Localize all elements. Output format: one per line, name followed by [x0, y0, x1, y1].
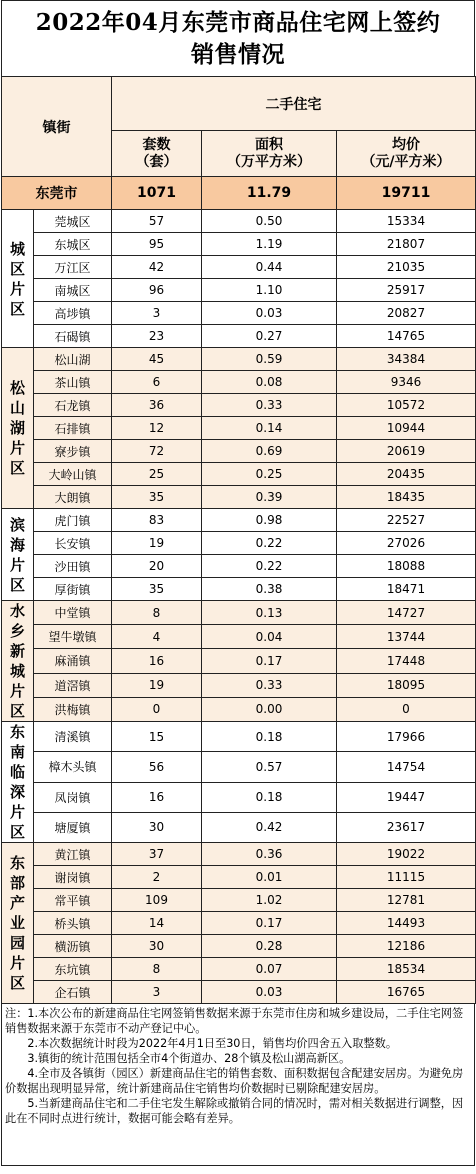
district-name: 水 乡 新 城 片 区 — [2, 601, 34, 722]
footnote-item: 5.当新建商品住宅和二手住宅发生解除或撤销合同的情况时，需对相关数据进行调整，因此在不同时点进行统计，数据可能会略有差异。 — [5, 1097, 464, 1125]
town-name: 莞城区 — [34, 210, 112, 233]
footnote-item: 3.镇街的统计范围包括全市4个街道办、28个镇及松山湖高新区。 — [5, 1052, 351, 1065]
total-area: 11.79 — [202, 177, 337, 210]
town-name: 虎门镇 — [34, 509, 112, 532]
table-row — [2, 532, 476, 555]
area-cell: 0.22 — [202, 555, 337, 578]
area-cell: 0.17 — [202, 649, 337, 673]
units-cell: 109 — [112, 889, 202, 912]
area-cell: 0.04 — [202, 625, 337, 649]
area-cell: 0.22 — [202, 532, 337, 555]
area-cell: 1.19 — [202, 233, 337, 256]
units-cell: 23 — [112, 325, 202, 348]
area-cell: 0.44 — [202, 256, 337, 279]
units-cell: 8 — [112, 601, 202, 625]
price-cell: 10572 — [337, 394, 476, 417]
price-cell: 23617 — [337, 812, 476, 842]
district-name: 滨 海 片 区 — [2, 509, 34, 601]
table-row — [2, 752, 476, 782]
town-name: 横沥镇 — [34, 935, 112, 958]
area-cell: 0.50 — [202, 210, 337, 233]
table-row — [2, 722, 476, 752]
table-row — [2, 912, 476, 935]
header-units: 套数 （套） — [112, 131, 202, 177]
price-cell: 14754 — [337, 752, 476, 782]
units-cell: 2 — [112, 866, 202, 889]
price-cell: 19447 — [337, 782, 476, 812]
price-cell: 20619 — [337, 440, 476, 463]
units-cell: 12 — [112, 417, 202, 440]
units-cell: 45 — [112, 348, 202, 371]
units-cell: 30 — [112, 812, 202, 842]
units-cell: 14 — [112, 912, 202, 935]
table-row — [2, 673, 476, 697]
units-cell: 35 — [112, 578, 202, 601]
district-name: 松 山 湖 片 区 — [2, 348, 34, 509]
table-row — [2, 371, 476, 394]
sales-table — [1, 76, 476, 1004]
price-cell: 20435 — [337, 463, 476, 486]
units-cell: 42 — [112, 256, 202, 279]
table-row — [2, 649, 476, 673]
town-name: 东城区 — [34, 233, 112, 256]
area-cell: 0.33 — [202, 673, 337, 697]
total-price: 19711 — [337, 177, 476, 210]
units-cell: 8 — [112, 958, 202, 981]
table-row — [2, 394, 476, 417]
report-title — [1, 0, 475, 76]
units-cell: 20 — [112, 555, 202, 578]
table-row — [2, 935, 476, 958]
price-cell: 13744 — [337, 625, 476, 649]
price-cell: 27026 — [337, 532, 476, 555]
table-row — [2, 348, 476, 371]
town-name: 麻涌镇 — [34, 649, 112, 673]
district-name: 东 部 产 业 园 片 区 — [2, 843, 34, 1004]
area-cell: 0.01 — [202, 866, 337, 889]
town-name: 清溪镇 — [34, 722, 112, 752]
area-cell: 0.42 — [202, 812, 337, 842]
price-cell: 19022 — [337, 843, 476, 866]
table-row — [2, 256, 476, 279]
table-row — [2, 958, 476, 981]
district-name: 城 区 片 区 — [2, 210, 34, 348]
area-cell: 0.57 — [202, 752, 337, 782]
town-name: 长安镇 — [34, 532, 112, 555]
table-row — [2, 601, 476, 625]
area-cell: 1.02 — [202, 889, 337, 912]
town-name: 樟木头镇 — [34, 752, 112, 782]
total-row — [2, 177, 476, 210]
price-cell: 18471 — [337, 578, 476, 601]
table-row — [2, 279, 476, 302]
units-cell: 57 — [112, 210, 202, 233]
town-name: 望牛墩镇 — [34, 625, 112, 649]
units-cell: 25 — [112, 463, 202, 486]
town-name: 石排镇 — [34, 417, 112, 440]
area-cell: 0.36 — [202, 843, 337, 866]
header-price: 均价 （元/平方米） — [337, 131, 476, 177]
town-name: 高埗镇 — [34, 302, 112, 325]
table-row — [2, 981, 476, 1004]
units-cell: 3 — [112, 981, 202, 1004]
price-cell: 15334 — [337, 210, 476, 233]
price-cell: 21035 — [337, 256, 476, 279]
header-second-hand-group: 二手住宅 — [112, 77, 476, 131]
title-line-1: 2022年04月东莞市商品住宅网上签约 — [35, 8, 441, 36]
footnotes — [1, 1004, 475, 1166]
town-name: 寮步镇 — [34, 440, 112, 463]
area-cell: 1.10 — [202, 279, 337, 302]
town-name: 洪梅镇 — [34, 697, 112, 721]
units-cell: 96 — [112, 279, 202, 302]
price-cell: 11115 — [337, 866, 476, 889]
area-cell: 0.98 — [202, 509, 337, 532]
area-cell: 0.18 — [202, 722, 337, 752]
town-name: 中堂镇 — [34, 601, 112, 625]
units-cell: 72 — [112, 440, 202, 463]
price-cell: 12781 — [337, 889, 476, 912]
price-cell: 14765 — [337, 325, 476, 348]
table-row — [2, 782, 476, 812]
price-cell: 14493 — [337, 912, 476, 935]
price-cell: 17448 — [337, 649, 476, 673]
area-cell: 0.00 — [202, 697, 337, 721]
town-name: 石龙镇 — [34, 394, 112, 417]
table-row — [2, 697, 476, 721]
town-name: 常平镇 — [34, 889, 112, 912]
footnote-item: 注：1.本次公布的新建商品住宅网签销售数据来源于东莞市住房和城乡建设局，二手住宅网签销售数据来源于东莞市不动产登记中心。 — [5, 1007, 464, 1035]
area-cell: 0.38 — [202, 578, 337, 601]
units-cell: 15 — [112, 722, 202, 752]
sales-report — [1, 0, 475, 1166]
price-cell: 10944 — [337, 417, 476, 440]
units-cell: 35 — [112, 486, 202, 509]
units-cell: 30 — [112, 935, 202, 958]
district-name: 东 南 临 深 片 区 — [2, 722, 34, 843]
units-cell: 19 — [112, 673, 202, 697]
table-row — [2, 812, 476, 842]
area-cell: 0.07 — [202, 958, 337, 981]
price-cell: 20827 — [337, 302, 476, 325]
units-cell: 3 — [112, 302, 202, 325]
table-row — [2, 843, 476, 866]
town-name: 谢岗镇 — [34, 866, 112, 889]
units-cell: 95 — [112, 233, 202, 256]
price-cell: 22527 — [337, 509, 476, 532]
town-name: 企石镇 — [34, 981, 112, 1004]
price-cell: 14727 — [337, 601, 476, 625]
area-cell: 0.13 — [202, 601, 337, 625]
total-name: 东莞市 — [2, 177, 112, 210]
table-row — [2, 578, 476, 601]
town-name: 万江区 — [34, 256, 112, 279]
town-name: 塘厦镇 — [34, 812, 112, 842]
table-row — [2, 302, 476, 325]
units-cell: 16 — [112, 782, 202, 812]
table-row — [2, 463, 476, 486]
area-cell: 0.18 — [202, 782, 337, 812]
footnote-item: 2.本次数据统计时段为2022年4月1日至30日，销售均价四舍五入取整数。 — [5, 1037, 398, 1050]
town-name: 松山湖 — [34, 348, 112, 371]
town-name: 沙田镇 — [34, 555, 112, 578]
table-row — [2, 555, 476, 578]
total-units: 1071 — [112, 177, 202, 210]
price-cell: 18435 — [337, 486, 476, 509]
town-name: 南城区 — [34, 279, 112, 302]
units-cell: 36 — [112, 394, 202, 417]
units-cell: 0 — [112, 697, 202, 721]
area-cell: 0.25 — [202, 463, 337, 486]
price-cell: 25917 — [337, 279, 476, 302]
table-row — [2, 889, 476, 912]
table-row — [2, 210, 476, 233]
units-cell: 37 — [112, 843, 202, 866]
town-name: 茶山镇 — [34, 371, 112, 394]
price-cell: 0 — [337, 697, 476, 721]
area-cell: 0.39 — [202, 486, 337, 509]
table-row — [2, 233, 476, 256]
units-cell: 19 — [112, 532, 202, 555]
units-cell: 6 — [112, 371, 202, 394]
town-name: 凤岗镇 — [34, 782, 112, 812]
area-cell: 0.08 — [202, 371, 337, 394]
area-cell: 0.17 — [202, 912, 337, 935]
town-name: 东坑镇 — [34, 958, 112, 981]
footnote-item: 4.全市及各镇街（园区）新建商品住宅的销售套数、面积数据包含配建安居房。为避免房价数据出现明显异常，统计新建商品住宅销售均价数据时已剔除配建安居房。 — [5, 1067, 464, 1095]
price-cell: 18088 — [337, 555, 476, 578]
town-name: 石碣镇 — [34, 325, 112, 348]
units-cell: 16 — [112, 649, 202, 673]
table-row — [2, 486, 476, 509]
price-cell: 12186 — [337, 935, 476, 958]
table-row — [2, 417, 476, 440]
table-row — [2, 440, 476, 463]
table-row — [2, 325, 476, 348]
price-cell: 18534 — [337, 958, 476, 981]
town-name: 大朗镇 — [34, 486, 112, 509]
price-cell: 17966 — [337, 722, 476, 752]
price-cell: 34384 — [337, 348, 476, 371]
town-name: 黄江镇 — [34, 843, 112, 866]
town-name: 道滘镇 — [34, 673, 112, 697]
table-row — [2, 866, 476, 889]
area-cell: 0.03 — [202, 302, 337, 325]
town-name: 桥头镇 — [34, 912, 112, 935]
area-cell: 0.59 — [202, 348, 337, 371]
area-cell: 0.33 — [202, 394, 337, 417]
header-area: 面积 （万平方米） — [202, 131, 337, 177]
header-town: 镇街 — [2, 77, 112, 177]
area-cell: 0.03 — [202, 981, 337, 1004]
title-line-2: 销售情况 — [191, 40, 285, 68]
price-cell: 21807 — [337, 233, 476, 256]
area-cell: 0.27 — [202, 325, 337, 348]
area-cell: 0.14 — [202, 417, 337, 440]
units-cell: 56 — [112, 752, 202, 782]
town-name: 厚街镇 — [34, 578, 112, 601]
units-cell: 83 — [112, 509, 202, 532]
units-cell: 4 — [112, 625, 202, 649]
price-cell: 9346 — [337, 371, 476, 394]
area-cell: 0.28 — [202, 935, 337, 958]
price-cell: 18095 — [337, 673, 476, 697]
town-name: 大岭山镇 — [34, 463, 112, 486]
price-cell: 16765 — [337, 981, 476, 1004]
table-row — [2, 509, 476, 532]
area-cell: 0.69 — [202, 440, 337, 463]
table-row — [2, 625, 476, 649]
